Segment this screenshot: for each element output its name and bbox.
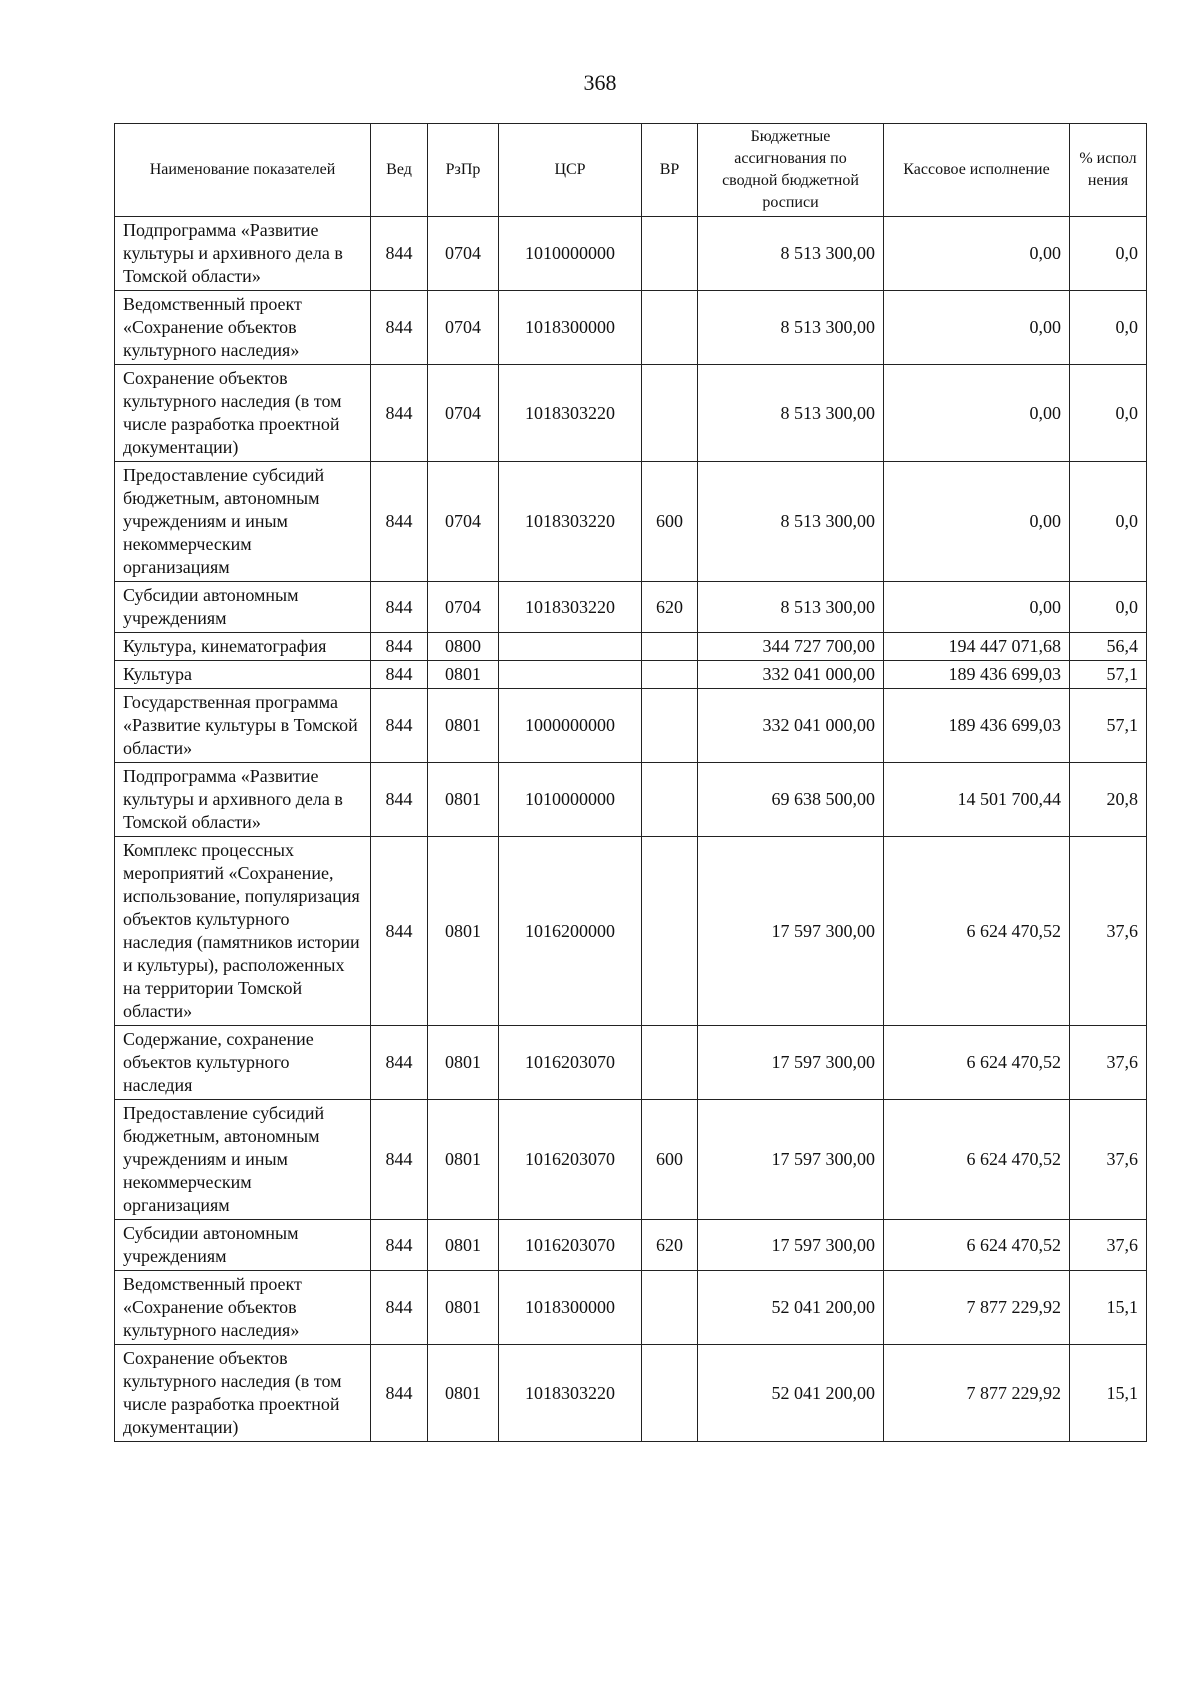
cell-rzpr: 0704 <box>428 365 499 462</box>
cell-vr <box>642 661 698 689</box>
cell-rzpr: 0801 <box>428 1345 499 1442</box>
cell-vr <box>642 763 698 837</box>
cell-vr <box>642 837 698 1026</box>
cell-rzpr: 0704 <box>428 462 499 582</box>
cell-name: Предоставление субсидий бюджетным, автономным учреждениям и иным некоммерческим организациям <box>115 1100 371 1220</box>
cell-vr <box>642 217 698 291</box>
cell-assigned: 8 513 300,00 <box>698 291 884 365</box>
cell-rzpr: 0800 <box>428 633 499 661</box>
cell-vr <box>642 1345 698 1442</box>
cell-executed: 6 624 470,52 <box>884 1220 1070 1271</box>
cell-rzpr: 0801 <box>428 689 499 763</box>
cell-percent: 57,1 <box>1070 661 1147 689</box>
cell-assigned: 52 041 200,00 <box>698 1345 884 1442</box>
cell-csr: 1018300000 <box>499 1271 642 1345</box>
cell-executed: 6 624 470,52 <box>884 837 1070 1026</box>
table-row <box>115 633 1147 661</box>
cell-rzpr: 0801 <box>428 1100 499 1220</box>
table-row <box>115 689 1147 763</box>
cell-vr <box>642 1026 698 1100</box>
cell-ved: 844 <box>371 365 428 462</box>
cell-csr: 1016200000 <box>499 837 642 1026</box>
cell-csr: 1010000000 <box>499 217 642 291</box>
cell-rzpr: 0801 <box>428 1271 499 1345</box>
cell-assigned: 8 513 300,00 <box>698 462 884 582</box>
cell-percent: 20,8 <box>1070 763 1147 837</box>
cell-percent: 0,0 <box>1070 217 1147 291</box>
cell-rzpr: 0704 <box>428 582 499 633</box>
cell-percent: 0,0 <box>1070 291 1147 365</box>
cell-ved: 844 <box>371 1271 428 1345</box>
cell-percent: 56,4 <box>1070 633 1147 661</box>
cell-executed: 0,00 <box>884 217 1070 291</box>
cell-vr <box>642 1271 698 1345</box>
header-assigned: Бюджетные ассигнования по сводной бюджетной росписи <box>698 124 884 217</box>
table-row <box>115 217 1147 291</box>
cell-percent: 37,6 <box>1070 1026 1147 1100</box>
table-row <box>115 1345 1147 1442</box>
cell-ved: 844 <box>371 462 428 582</box>
cell-assigned: 8 513 300,00 <box>698 217 884 291</box>
cell-assigned: 8 513 300,00 <box>698 365 884 462</box>
cell-executed: 7 877 229,92 <box>884 1271 1070 1345</box>
table-row <box>115 365 1147 462</box>
cell-percent: 15,1 <box>1070 1345 1147 1442</box>
cell-executed: 14 501 700,44 <box>884 763 1070 837</box>
cell-percent: 37,6 <box>1070 837 1147 1026</box>
cell-name: Культура <box>115 661 371 689</box>
cell-vr <box>642 633 698 661</box>
cell-ved: 844 <box>371 633 428 661</box>
header-executed: Кассовое исполнение <box>884 124 1070 217</box>
cell-executed: 6 624 470,52 <box>884 1100 1070 1220</box>
cell-assigned: 17 597 300,00 <box>698 837 884 1026</box>
cell-assigned: 52 041 200,00 <box>698 1271 884 1345</box>
cell-assigned: 69 638 500,00 <box>698 763 884 837</box>
header-csr: ЦСР <box>499 124 642 217</box>
cell-rzpr: 0704 <box>428 217 499 291</box>
table-row <box>115 291 1147 365</box>
cell-csr: 1018303220 <box>499 462 642 582</box>
cell-vr: 600 <box>642 1100 698 1220</box>
cell-name: Государственная программа «Развитие культуры в Томской области» <box>115 689 371 763</box>
cell-percent: 15,1 <box>1070 1271 1147 1345</box>
cell-rzpr: 0801 <box>428 1026 499 1100</box>
cell-csr: 1018303220 <box>499 582 642 633</box>
cell-vr: 620 <box>642 1220 698 1271</box>
cell-name: Комплекс процессных мероприятий «Сохранение, использование, популяризация объектов культурного наследия (памятников истории и культуры), расположенных на территории Томской области» <box>115 837 371 1026</box>
cell-name: Сохранение объектов культурного наследия (в том числе разработка проектной документации) <box>115 1345 371 1442</box>
cell-name: Сохранение объектов культурного наследия (в том числе разработка проектной документации) <box>115 365 371 462</box>
cell-assigned: 17 597 300,00 <box>698 1026 884 1100</box>
cell-csr: 1018303220 <box>499 365 642 462</box>
header-ved: Вед <box>371 124 428 217</box>
table-row <box>115 582 1147 633</box>
cell-executed: 189 436 699,03 <box>884 661 1070 689</box>
cell-ved: 844 <box>371 1026 428 1100</box>
cell-csr: 1016203070 <box>499 1220 642 1271</box>
cell-name: Подпрограмма «Развитие культуры и архивного дела в Томской области» <box>115 763 371 837</box>
cell-name: Ведомственный проект «Сохранение объектов культурного наследия» <box>115 291 371 365</box>
cell-rzpr: 0801 <box>428 763 499 837</box>
table-row <box>115 763 1147 837</box>
cell-executed: 194 447 071,68 <box>884 633 1070 661</box>
cell-percent: 37,6 <box>1070 1220 1147 1271</box>
cell-ved: 844 <box>371 689 428 763</box>
cell-executed: 0,00 <box>884 582 1070 633</box>
table-row <box>115 1220 1147 1271</box>
table-row <box>115 1100 1147 1220</box>
cell-csr <box>499 633 642 661</box>
cell-name: Субсидии автономным учреждениям <box>115 1220 371 1271</box>
cell-percent: 0,0 <box>1070 365 1147 462</box>
table-row <box>115 1026 1147 1100</box>
cell-executed: 6 624 470,52 <box>884 1026 1070 1100</box>
cell-ved: 844 <box>371 837 428 1026</box>
cell-name: Предоставление субсидий бюджетным, автономным учреждениям и иным некоммерческим организациям <box>115 462 371 582</box>
header-percent: % испол нения <box>1070 124 1147 217</box>
budget-table <box>114 123 1147 1442</box>
cell-executed: 0,00 <box>884 291 1070 365</box>
header-name: Наименование показателей <box>115 124 371 217</box>
table-row <box>115 462 1147 582</box>
table-row <box>115 661 1147 689</box>
cell-ved: 844 <box>371 763 428 837</box>
cell-vr: 620 <box>642 582 698 633</box>
cell-name: Культура, кинематография <box>115 633 371 661</box>
cell-assigned: 17 597 300,00 <box>698 1100 884 1220</box>
cell-csr: 1018303220 <box>499 1345 642 1442</box>
cell-percent: 0,0 <box>1070 462 1147 582</box>
cell-vr <box>642 291 698 365</box>
cell-rzpr: 0801 <box>428 661 499 689</box>
header-vr: ВР <box>642 124 698 217</box>
cell-vr <box>642 365 698 462</box>
table-row <box>115 1271 1147 1345</box>
cell-rzpr: 0801 <box>428 1220 499 1271</box>
cell-csr: 1018300000 <box>499 291 642 365</box>
cell-name: Содержание, сохранение объектов культурного наследия <box>115 1026 371 1100</box>
cell-executed: 0,00 <box>884 365 1070 462</box>
cell-percent: 57,1 <box>1070 689 1147 763</box>
cell-ved: 844 <box>371 1100 428 1220</box>
header-row <box>115 124 1147 217</box>
cell-assigned: 332 041 000,00 <box>698 689 884 763</box>
cell-csr: 1000000000 <box>499 689 642 763</box>
cell-csr: 1016203070 <box>499 1100 642 1220</box>
cell-vr <box>642 689 698 763</box>
cell-percent: 37,6 <box>1070 1100 1147 1220</box>
cell-rzpr: 0704 <box>428 291 499 365</box>
cell-csr <box>499 661 642 689</box>
cell-executed: 7 877 229,92 <box>884 1345 1070 1442</box>
cell-ved: 844 <box>371 1345 428 1442</box>
page-number: 368 <box>583 70 617 95</box>
cell-executed: 189 436 699,03 <box>884 689 1070 763</box>
cell-assigned: 344 727 700,00 <box>698 633 884 661</box>
cell-name: Подпрограмма «Развитие культуры и архивного дела в Томской области» <box>115 217 371 291</box>
header-rzpr: РзПр <box>428 124 499 217</box>
cell-csr: 1010000000 <box>499 763 642 837</box>
cell-name: Ведомственный проект «Сохранение объектов культурного наследия» <box>115 1271 371 1345</box>
cell-percent: 0,0 <box>1070 582 1147 633</box>
table-row <box>115 837 1147 1026</box>
cell-ved: 844 <box>371 1220 428 1271</box>
cell-assigned: 17 597 300,00 <box>698 1220 884 1271</box>
cell-rzpr: 0801 <box>428 837 499 1026</box>
cell-name: Субсидии автономным учреждениям <box>115 582 371 633</box>
cell-ved: 844 <box>371 291 428 365</box>
cell-assigned: 332 041 000,00 <box>698 661 884 689</box>
cell-ved: 844 <box>371 217 428 291</box>
cell-assigned: 8 513 300,00 <box>698 582 884 633</box>
cell-csr: 1016203070 <box>499 1026 642 1100</box>
cell-executed: 0,00 <box>884 462 1070 582</box>
cell-ved: 844 <box>371 582 428 633</box>
cell-ved: 844 <box>371 661 428 689</box>
cell-vr: 600 <box>642 462 698 582</box>
